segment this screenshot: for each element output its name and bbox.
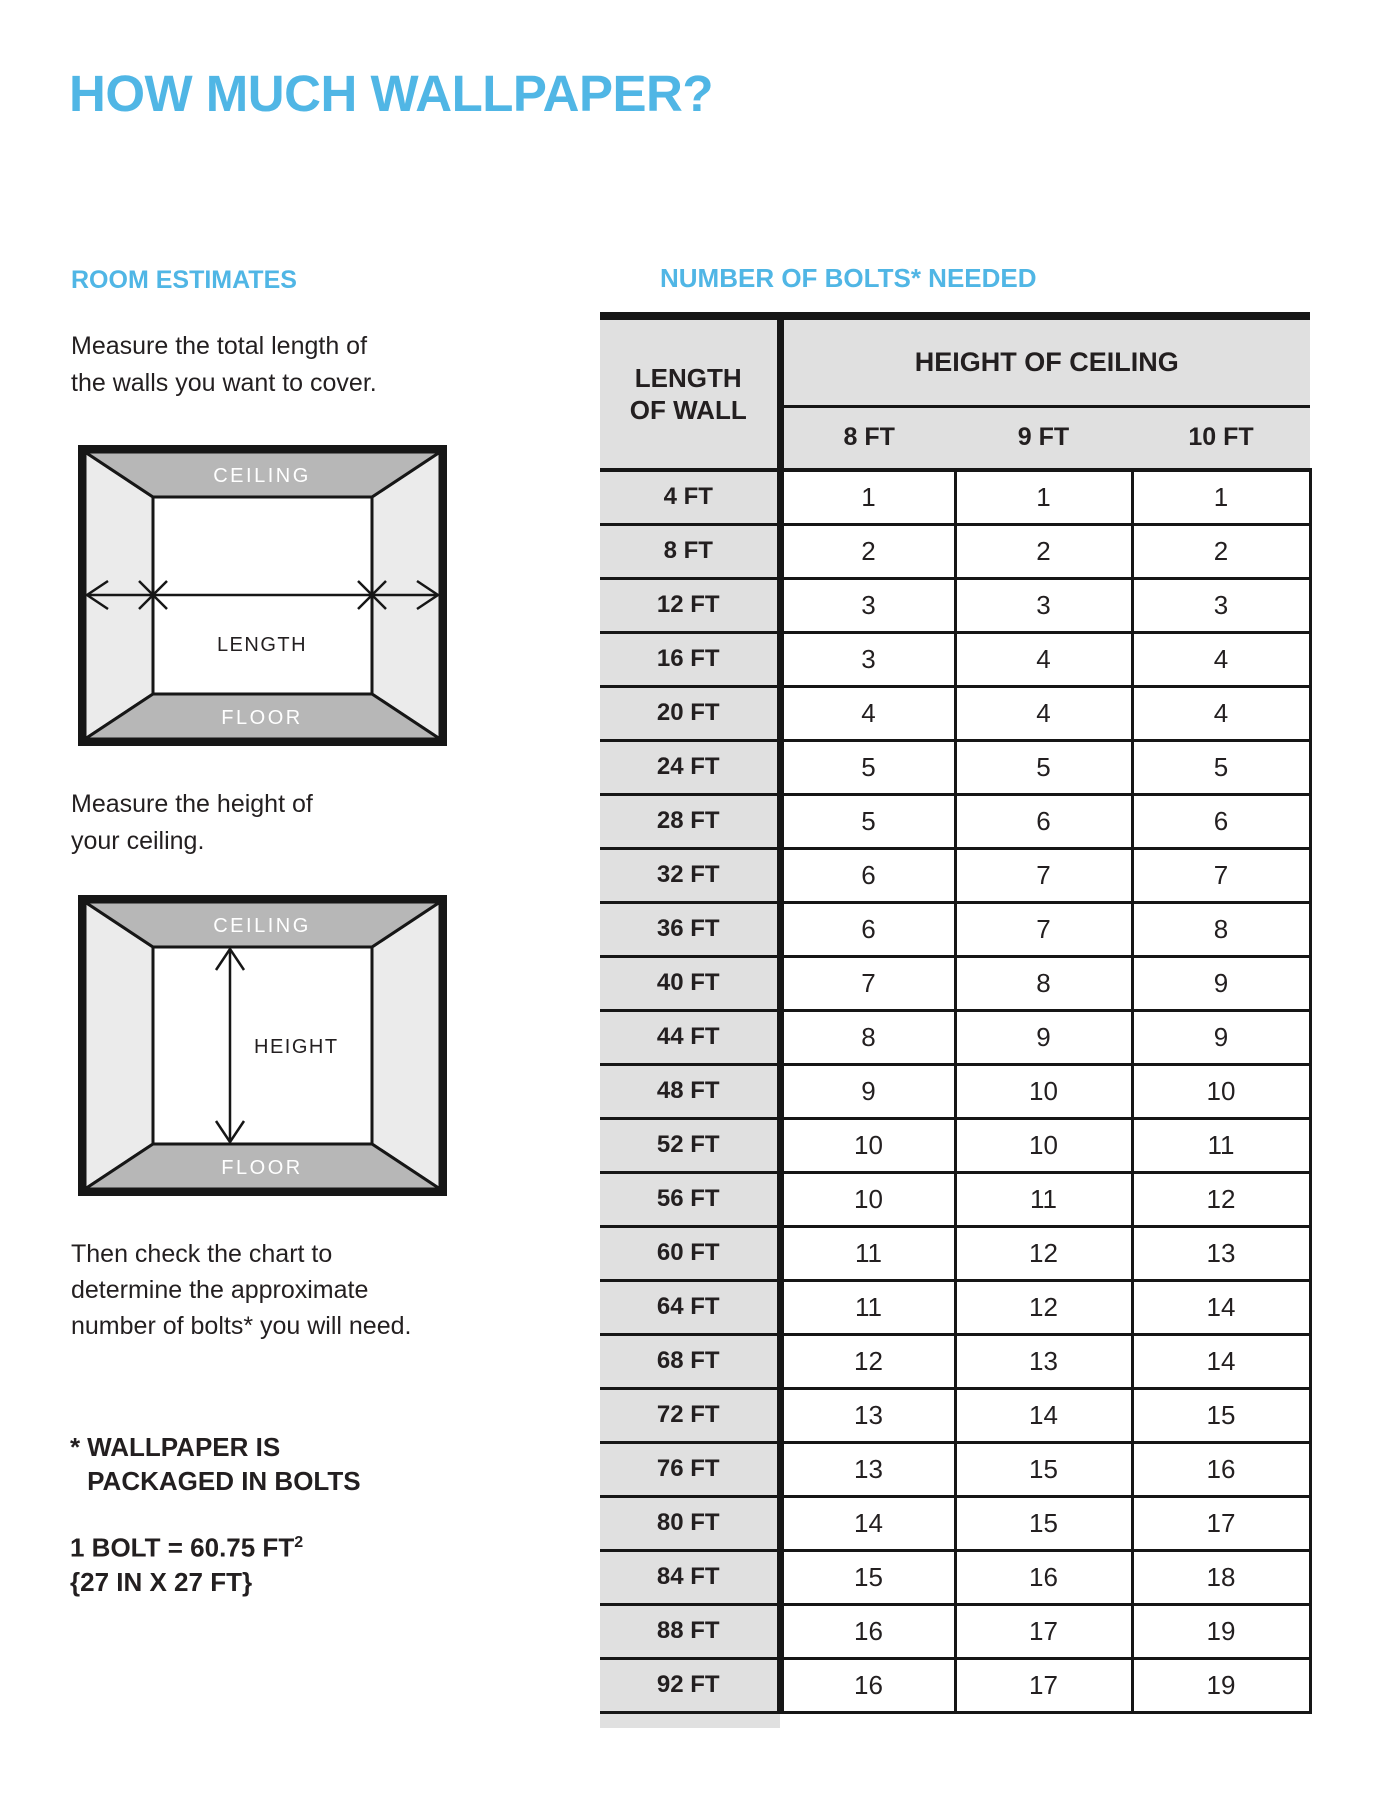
bolts-needed-heading: NUMBER OF BOLTS* NEEDED [660, 263, 1037, 293]
bolts-count-cell: 14 [780, 1496, 955, 1550]
ceiling-label: CEILING [213, 915, 311, 937]
table-row [600, 632, 1310, 686]
table-row [600, 794, 1310, 848]
wall-length-cell: 8 FT [600, 524, 780, 578]
wall-length-cell: 56 FT [600, 1172, 780, 1226]
bolts-count-cell: 14 [1132, 1280, 1310, 1334]
wall-length-cell: 4 FT [600, 470, 780, 524]
asterisk: * [70, 1432, 81, 1462]
wall-length-cell: 20 FT [600, 686, 780, 740]
bolts-count-cell: 2 [1132, 524, 1310, 578]
table-row [600, 740, 1310, 794]
table-row [600, 1280, 1310, 1334]
col-header-9ft: 9 FT [955, 406, 1132, 470]
length-label: LENGTH [216, 634, 308, 656]
wall-length-cell: 64 FT [600, 1280, 780, 1334]
bolts-count-cell: 14 [1132, 1334, 1310, 1388]
bolts-count-cell: 15 [780, 1550, 955, 1604]
measure-height-instruction [71, 786, 313, 860]
bolt-equation: 1 BOLT = 60.75 $FT^2$ [70, 1532, 304, 1563]
wall-length-cell: 40 FT [600, 956, 780, 1010]
bolts-count-cell: 16 [955, 1550, 1132, 1604]
bolts-count-cell: 16 [780, 1604, 955, 1658]
wall-length-cell: 24 FT [600, 740, 780, 794]
bolts-count-cell: 9 [955, 1010, 1132, 1064]
bolts-count-cell: 11 [780, 1226, 955, 1280]
wall-length-cell: 80 FT [600, 1496, 780, 1550]
table-row [600, 1658, 1310, 1712]
table-row [600, 1334, 1310, 1388]
table-row [600, 1550, 1310, 1604]
bolts-count-cell: 4 [1132, 632, 1310, 686]
wall-length-cell: 16 FT [600, 632, 780, 686]
check-chart-instruction [71, 1236, 411, 1344]
room-estimates-heading: ROOM ESTIMATES [71, 266, 297, 294]
floor-label: FLOOR [221, 1157, 303, 1179]
bolts-count-cell: 9 [1132, 956, 1310, 1010]
bolts-table [600, 312, 1312, 1714]
table-row [600, 1172, 1310, 1226]
bolts-table-body [600, 470, 1310, 1712]
bolts-count-cell: 16 [780, 1658, 955, 1712]
table-row [600, 1388, 1310, 1442]
wall-length-cell: 84 FT [600, 1550, 780, 1604]
table-row [600, 1442, 1310, 1496]
table-row [600, 524, 1310, 578]
bolts-count-cell: 8 [955, 956, 1132, 1010]
height-of-ceiling-header: HEIGHT OF CEILING [780, 316, 1310, 406]
table-row [600, 1010, 1310, 1064]
wall-length-cell: 76 FT [600, 1442, 780, 1496]
table-row [600, 1496, 1310, 1550]
bolts-count-cell: 17 [955, 1604, 1132, 1658]
wallpaper-bolts-footnote [70, 1430, 361, 1498]
bolts-count-cell: 5 [1132, 740, 1310, 794]
bolt-dimensions: {27 IN X 27 FT} [70, 1566, 253, 1597]
ceiling-label: CEILING [213, 465, 311, 487]
instruction-line: Measure the total length of [71, 332, 368, 360]
bolts-count-cell: 15 [955, 1442, 1132, 1496]
table-row [600, 578, 1310, 632]
bolts-count-cell: 9 [780, 1064, 955, 1118]
bolts-count-cell: 3 [780, 578, 955, 632]
wall-length-cell: 60 FT [600, 1226, 780, 1280]
bolts-count-cell: 4 [1132, 686, 1310, 740]
room-height-diagram [78, 895, 447, 1196]
instruction-line: your ceiling. [71, 827, 205, 855]
bolts-count-cell: 6 [780, 902, 955, 956]
bolts-count-cell: 10 [955, 1118, 1132, 1172]
table-header-row [600, 316, 1310, 406]
bolts-count-cell: 12 [955, 1280, 1132, 1334]
bolts-count-cell: 19 [1132, 1658, 1310, 1712]
bolts-count-cell: 10 [955, 1064, 1132, 1118]
room-length-diagram [78, 445, 447, 746]
table-row [600, 1118, 1310, 1172]
bolts-count-cell: 3 [955, 578, 1132, 632]
instruction-line: Then check the chart to [71, 1240, 333, 1268]
bolts-count-cell: 8 [780, 1010, 955, 1064]
left-wall [85, 902, 153, 1189]
table-footer-strip [600, 1714, 780, 1728]
footnote-line: PACKAGED IN BOLTS [87, 1466, 361, 1496]
table-row [600, 470, 1310, 524]
bolts-count-cell: 13 [955, 1334, 1132, 1388]
instruction-line: the walls you want to cover. [71, 369, 377, 397]
bolts-count-cell: 7 [955, 848, 1132, 902]
bolts-count-cell: 3 [1132, 578, 1310, 632]
instruction-line: Measure the height of [71, 790, 313, 818]
bolts-count-cell: 12 [780, 1334, 955, 1388]
bolts-count-cell: 17 [955, 1658, 1132, 1712]
squared-exponent: 2 [294, 1534, 304, 1551]
bolt-size-info [70, 1526, 303, 1599]
bolts-count-cell: 11 [955, 1172, 1132, 1226]
bolts-count-cell: 6 [780, 848, 955, 902]
wall-length-cell: 44 FT [600, 1010, 780, 1064]
bolts-count-cell: 16 [1132, 1442, 1310, 1496]
page-title: HOW MUCH WALLPAPER? [69, 65, 713, 122]
bolts-count-cell: 2 [780, 524, 955, 578]
bolts-count-cell: 10 [780, 1172, 955, 1226]
bolts-count-cell: 14 [955, 1388, 1132, 1442]
bolts-count-cell: 12 [1132, 1172, 1310, 1226]
bolts-count-cell: 13 [1132, 1226, 1310, 1280]
wall-length-cell: 52 FT [600, 1118, 780, 1172]
wall-length-cell: 32 FT [600, 848, 780, 902]
bolts-count-cell: 1 [1132, 470, 1310, 524]
wall-length-cell: 92 FT [600, 1658, 780, 1712]
bolts-count-cell: 4 [780, 686, 955, 740]
wall-length-cell: 48 FT [600, 1064, 780, 1118]
bolts-count-cell: 11 [1132, 1118, 1310, 1172]
bolts-count-cell: 3 [780, 632, 955, 686]
col-header-10ft: 10 FT [1132, 406, 1310, 470]
bolts-count-cell: 7 [780, 956, 955, 1010]
bolts-count-cell: 6 [955, 794, 1132, 848]
bolts-count-cell: 19 [1132, 1604, 1310, 1658]
bolts-count-cell: 13 [780, 1442, 955, 1496]
wall-length-cell: 68 FT [600, 1334, 780, 1388]
col-header-8ft: 8 FT [780, 406, 955, 470]
bolts-count-cell: 13 [780, 1388, 955, 1442]
wall-length-cell: 12 FT [600, 578, 780, 632]
bolts-count-cell: 5 [955, 740, 1132, 794]
floor-label: FLOOR [221, 707, 303, 729]
bolts-count-cell: 5 [780, 740, 955, 794]
table-row [600, 1226, 1310, 1280]
wall-length-cell: 28 FT [600, 794, 780, 848]
bolts-count-cell: 4 [955, 686, 1132, 740]
bolts-count-cell: 15 [955, 1496, 1132, 1550]
bolts-count-cell: 1 [955, 470, 1132, 524]
length-of-wall-header: LENGTH OF WALL [600, 316, 780, 470]
table-row [600, 956, 1310, 1010]
bolts-count-cell: 15 [1132, 1388, 1310, 1442]
wall-length-cell: 72 FT [600, 1388, 780, 1442]
bolts-count-cell: 5 [780, 794, 955, 848]
wall-length-cell: 36 FT [600, 902, 780, 956]
bolts-count-cell: 2 [955, 524, 1132, 578]
bolts-count-cell: 7 [1132, 848, 1310, 902]
measure-length-instruction [71, 328, 377, 402]
instruction-line: determine the approximate [71, 1276, 369, 1304]
table-row [600, 1604, 1310, 1658]
right-wall [372, 902, 440, 1189]
bolts-count-cell: 6 [1132, 794, 1310, 848]
bolts-count-cell: 11 [780, 1280, 955, 1334]
bolts-count-cell: 8 [1132, 902, 1310, 956]
bolts-count-cell: 1 [780, 470, 955, 524]
bolts-count-cell: 10 [1132, 1064, 1310, 1118]
height-label: HEIGHT [254, 1036, 339, 1058]
bolts-count-cell: 12 [955, 1226, 1132, 1280]
bolts-count-cell: 10 [780, 1118, 955, 1172]
bolts-count-cell: 4 [955, 632, 1132, 686]
bolts-count-cell: 7 [955, 902, 1132, 956]
table-row [600, 902, 1310, 956]
bolts-count-cell: 9 [1132, 1010, 1310, 1064]
footnote-line: WALLPAPER IS [87, 1432, 281, 1462]
table-row [600, 848, 1310, 902]
bolts-count-cell: 17 [1132, 1496, 1310, 1550]
bolts-count-cell: 18 [1132, 1550, 1310, 1604]
wall-length-cell: 88 FT [600, 1604, 780, 1658]
instruction-line: number of bolts* you will need. [71, 1312, 412, 1340]
table-row [600, 686, 1310, 740]
table-row [600, 1064, 1310, 1118]
